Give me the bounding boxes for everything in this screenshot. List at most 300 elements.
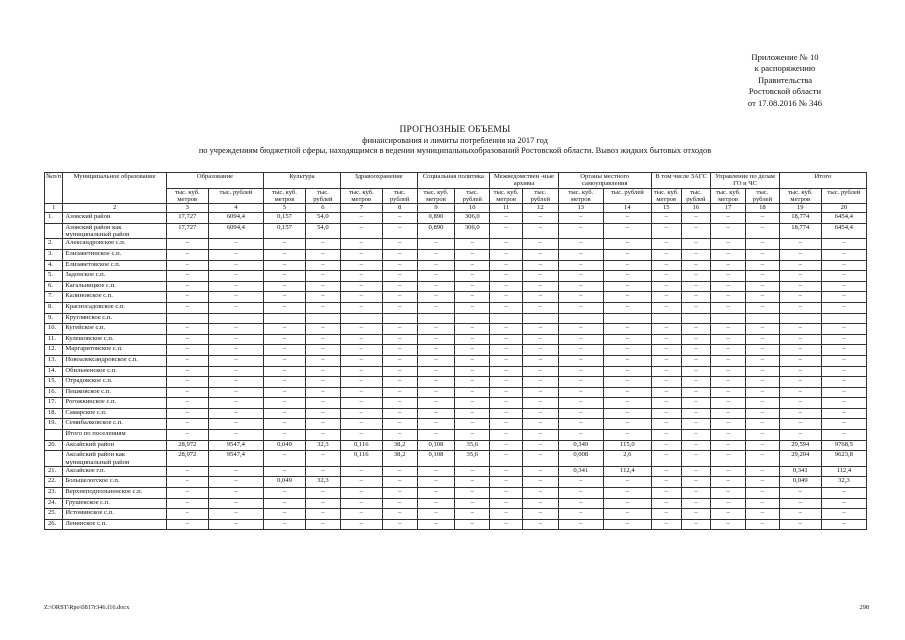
- table-cell: –: [522, 324, 558, 335]
- table-cell: –: [455, 419, 490, 430]
- table-cell: –: [455, 302, 490, 313]
- table-cell: –: [558, 509, 603, 520]
- table-body: [45, 204, 867, 530]
- table-cell: –: [166, 466, 208, 477]
- table-cell: –: [208, 281, 263, 292]
- table-cell: –: [455, 398, 490, 409]
- header-row-groups: [45, 173, 867, 189]
- appendix-line: Правительства: [757, 74, 813, 85]
- table-cell: –: [382, 334, 417, 345]
- row-name: Верхнеподпольненское с.п.: [63, 488, 166, 499]
- row-index: 18.: [45, 408, 63, 419]
- table-cell: –: [382, 377, 417, 388]
- table-cell: –: [208, 398, 263, 409]
- table-cell: –: [711, 440, 746, 451]
- row-index: 26.: [45, 519, 63, 530]
- header-unit: тыс. куб. метров: [166, 188, 208, 204]
- column-number: 6: [305, 204, 340, 213]
- table-row: [45, 313, 867, 324]
- table-cell: –: [264, 345, 306, 356]
- table-cell: –: [681, 377, 711, 388]
- row-index: 23.: [45, 488, 63, 499]
- header-unit: тыс. рублей: [821, 188, 866, 204]
- table-cell: –: [711, 249, 746, 260]
- table-cell: –: [208, 324, 263, 335]
- table-cell: –: [558, 366, 603, 377]
- table-cell: [651, 313, 681, 324]
- table-cell: –: [417, 387, 455, 398]
- table-cell: –: [417, 239, 455, 250]
- table-cell: –: [711, 334, 746, 345]
- table-cell: –: [651, 440, 681, 451]
- table-cell: –: [821, 408, 866, 419]
- table-cell: –: [558, 345, 603, 356]
- table-cell: –: [264, 398, 306, 409]
- column-number-row: [45, 204, 867, 213]
- table-row: [45, 249, 867, 260]
- table-cell: –: [417, 477, 455, 488]
- table-cell: –: [166, 271, 208, 282]
- title-line-2: финансирования и лимиты потребления на 2017 год: [362, 136, 548, 145]
- row-index: 8.: [45, 302, 63, 313]
- table-cell: –: [603, 408, 651, 419]
- table-cell: –: [651, 430, 681, 441]
- table-row: [45, 387, 867, 398]
- table-cell: –: [711, 260, 746, 271]
- table-cell: –: [522, 419, 558, 430]
- table-cell: –: [340, 249, 382, 260]
- table-cell: –: [208, 408, 263, 419]
- table-cell: –: [779, 249, 821, 260]
- row-name: Семибалковское с.п.: [63, 419, 166, 430]
- table-cell: –: [681, 440, 711, 451]
- table-cell: –: [340, 498, 382, 509]
- table-cell: 29,594: [779, 440, 821, 451]
- table-cell: –: [455, 509, 490, 520]
- table-cell: –: [711, 377, 746, 388]
- table-cell: –: [522, 281, 558, 292]
- table-cell: –: [522, 260, 558, 271]
- table-cell: –: [340, 377, 382, 388]
- table-cell: –: [681, 466, 711, 477]
- table-cell: –: [651, 488, 681, 499]
- table-cell: –: [305, 281, 340, 292]
- table-cell: –: [711, 213, 746, 224]
- table-cell: [711, 313, 746, 324]
- header-unit: тыс. куб. метров: [558, 188, 603, 204]
- table-cell: –: [340, 213, 382, 224]
- table-cell: –: [382, 271, 417, 282]
- table-cell: –: [264, 498, 306, 509]
- table-cell: –: [340, 477, 382, 488]
- table-cell: –: [166, 281, 208, 292]
- table-cell: [208, 313, 263, 324]
- column-number: 2: [63, 204, 166, 213]
- table-cell: –: [382, 398, 417, 409]
- table-cell: –: [208, 498, 263, 509]
- table-row: [45, 408, 867, 419]
- table-cell: 9623,8: [821, 451, 866, 467]
- table-row: [45, 509, 867, 520]
- table-cell: –: [821, 345, 866, 356]
- table-cell: –: [340, 488, 382, 499]
- table-cell: –: [340, 239, 382, 250]
- row-name: Отрадовское с.п.: [63, 377, 166, 388]
- table-cell: –: [305, 324, 340, 335]
- table-cell: –: [208, 377, 263, 388]
- table-cell: –: [522, 302, 558, 313]
- table-cell: –: [558, 398, 603, 409]
- table-cell: –: [821, 366, 866, 377]
- table-cell: –: [490, 334, 523, 345]
- table-cell: –: [382, 260, 417, 271]
- table-cell: –: [558, 408, 603, 419]
- table-cell: –: [681, 387, 711, 398]
- table-cell: –: [603, 419, 651, 430]
- table-cell: –: [821, 271, 866, 282]
- column-number: 15: [651, 204, 681, 213]
- table-cell: –: [746, 398, 780, 409]
- table-cell: –: [264, 377, 306, 388]
- table-row: [45, 466, 867, 477]
- table-cell: 0,349: [558, 440, 603, 451]
- table-cell: 9547,4: [208, 440, 263, 451]
- table-cell: –: [166, 260, 208, 271]
- table-cell: –: [340, 223, 382, 239]
- table-cell: –: [382, 213, 417, 224]
- table-cell: –: [711, 498, 746, 509]
- row-index: 19.: [45, 419, 63, 430]
- table-cell: –: [340, 260, 382, 271]
- table-cell: –: [681, 488, 711, 499]
- table-cell: –: [603, 377, 651, 388]
- document-title: [40, 125, 870, 156]
- table-cell: –: [651, 451, 681, 467]
- row-name: Маргаритовское с.п.: [63, 345, 166, 356]
- table-cell: –: [490, 366, 523, 377]
- table-cell: –: [382, 519, 417, 530]
- row-name: Итого по поселениям: [63, 430, 166, 441]
- table-cell: –: [417, 271, 455, 282]
- table-cell: –: [166, 345, 208, 356]
- table-cell: –: [305, 345, 340, 356]
- row-index: [45, 223, 63, 239]
- table-row: [45, 281, 867, 292]
- table-cell: –: [382, 430, 417, 441]
- table-row: [45, 377, 867, 388]
- row-index: 15.: [45, 377, 63, 388]
- table-cell: –: [340, 408, 382, 419]
- table-cell: –: [166, 334, 208, 345]
- column-number: 1: [45, 204, 63, 213]
- table-cell: –: [746, 419, 780, 430]
- table-cell: –: [208, 430, 263, 441]
- table-cell: –: [340, 292, 382, 303]
- table-cell: –: [490, 498, 523, 509]
- table-cell: –: [305, 271, 340, 282]
- table-cell: –: [208, 419, 263, 430]
- table-cell: –: [417, 519, 455, 530]
- table-cell: –: [305, 408, 340, 419]
- table-cell: –: [264, 334, 306, 345]
- table-cell: –: [490, 223, 523, 239]
- table-cell: –: [166, 509, 208, 520]
- table-cell: –: [779, 498, 821, 509]
- table-cell: –: [522, 498, 558, 509]
- table-cell: –: [264, 249, 306, 260]
- table-row: [45, 271, 867, 282]
- table-cell: –: [417, 430, 455, 441]
- column-number: 12: [522, 204, 558, 213]
- table-cell: –: [746, 451, 780, 467]
- table-cell: –: [711, 355, 746, 366]
- table-cell: –: [558, 498, 603, 509]
- table-cell: –: [651, 355, 681, 366]
- table-cell: –: [558, 430, 603, 441]
- row-index: 16.: [45, 387, 63, 398]
- table-cell: –: [490, 249, 523, 260]
- table-cell: –: [558, 324, 603, 335]
- table-cell: –: [603, 488, 651, 499]
- table-cell: –: [558, 292, 603, 303]
- table-cell: –: [264, 466, 306, 477]
- table-cell: –: [522, 451, 558, 467]
- table-cell: –: [340, 334, 382, 345]
- table-cell: 54,0: [305, 223, 340, 239]
- footer-page-number: 298: [859, 604, 869, 611]
- table-cell: [821, 313, 866, 324]
- column-number: 20: [821, 204, 866, 213]
- table-cell: –: [490, 440, 523, 451]
- table-cell: 306,0: [455, 213, 490, 224]
- table-cell: –: [166, 249, 208, 260]
- column-number: 10: [455, 204, 490, 213]
- table-cell: –: [746, 430, 780, 441]
- table-cell: –: [779, 430, 821, 441]
- table-cell: –: [522, 213, 558, 224]
- table-cell: –: [382, 292, 417, 303]
- table-cell: –: [490, 239, 523, 250]
- table-cell: –: [382, 249, 417, 260]
- table-cell: –: [779, 488, 821, 499]
- table-cell: [558, 313, 603, 324]
- table-cell: –: [455, 292, 490, 303]
- table-cell: –: [746, 324, 780, 335]
- table-cell: –: [522, 377, 558, 388]
- table-cell: –: [382, 498, 417, 509]
- table-cell: –: [305, 387, 340, 398]
- table-cell: –: [522, 223, 558, 239]
- row-index: [45, 451, 63, 467]
- row-name: Грушевское с.п.: [63, 498, 166, 509]
- table-row: [45, 398, 867, 409]
- header-group: Культура: [264, 173, 341, 189]
- table-cell: –: [651, 249, 681, 260]
- table-cell: –: [681, 223, 711, 239]
- table-cell: –: [490, 430, 523, 441]
- table-cell: –: [264, 324, 306, 335]
- table-cell: –: [264, 271, 306, 282]
- table-cell: –: [455, 355, 490, 366]
- row-index: 10.: [45, 324, 63, 335]
- row-name: Новоалександровское с.п.: [63, 355, 166, 366]
- table-cell: –: [490, 355, 523, 366]
- table-cell: –: [305, 377, 340, 388]
- table-cell: –: [746, 249, 780, 260]
- row-index: 13.: [45, 355, 63, 366]
- table-cell: –: [746, 345, 780, 356]
- table-row: [45, 488, 867, 499]
- table-cell: –: [490, 387, 523, 398]
- table-cell: –: [821, 260, 866, 271]
- header-municipal: Муниципальное образование: [63, 173, 166, 204]
- row-index: 25.: [45, 509, 63, 520]
- row-name: Истоминское с.п.: [63, 509, 166, 520]
- row-index: 24.: [45, 498, 63, 509]
- table-cell: –: [417, 292, 455, 303]
- table-cell: –: [490, 408, 523, 419]
- table-cell: –: [711, 271, 746, 282]
- table-cell: –: [305, 249, 340, 260]
- table-cell: –: [455, 387, 490, 398]
- table-cell: –: [455, 345, 490, 356]
- table-cell: –: [340, 345, 382, 356]
- table-row: [45, 324, 867, 335]
- table-row: [45, 440, 867, 451]
- table-cell: –: [711, 345, 746, 356]
- table-cell: –: [821, 281, 866, 292]
- table-cell: –: [166, 292, 208, 303]
- table-cell: –: [417, 509, 455, 520]
- table-cell: –: [522, 292, 558, 303]
- table-cell: –: [603, 430, 651, 441]
- row-index: 20.: [45, 440, 63, 451]
- table-cell: –: [264, 519, 306, 530]
- table-cell: –: [558, 419, 603, 430]
- table-cell: –: [746, 509, 780, 520]
- table-cell: –: [417, 419, 455, 430]
- table-cell: –: [522, 477, 558, 488]
- table-cell: –: [779, 355, 821, 366]
- table-cell: –: [681, 292, 711, 303]
- table-cell: –: [603, 334, 651, 345]
- table-cell: –: [603, 213, 651, 224]
- table-cell: [382, 313, 417, 324]
- table-cell: –: [264, 451, 306, 467]
- table-cell: –: [651, 271, 681, 282]
- row-index: 21.: [45, 466, 63, 477]
- table-cell: –: [166, 419, 208, 430]
- table-row: [45, 345, 867, 356]
- table-cell: –: [651, 498, 681, 509]
- row-name: Самарское с.п.: [63, 408, 166, 419]
- row-name: Пешковское с.п.: [63, 387, 166, 398]
- appendix-line: от 17.08.2016 № 346: [747, 97, 823, 108]
- table-cell: –: [522, 366, 558, 377]
- table-cell: –: [417, 281, 455, 292]
- table-cell: –: [821, 377, 866, 388]
- table-cell: –: [166, 387, 208, 398]
- table-cell: –: [711, 477, 746, 488]
- table-cell: –: [490, 466, 523, 477]
- table-cell: –: [603, 387, 651, 398]
- table-cell: –: [455, 488, 490, 499]
- row-name: Елизаветовское с.п.: [63, 260, 166, 271]
- table-cell: –: [821, 509, 866, 520]
- table-cell: –: [711, 466, 746, 477]
- table-cell: –: [382, 488, 417, 499]
- table-cell: –: [417, 334, 455, 345]
- table-cell: –: [651, 477, 681, 488]
- table-cell: –: [746, 440, 780, 451]
- table-cell: –: [455, 377, 490, 388]
- table-cell: 0,341: [779, 466, 821, 477]
- table-cell: –: [711, 509, 746, 520]
- table-row: [45, 292, 867, 303]
- table-cell: –: [603, 292, 651, 303]
- row-name: Кагальницкое с.п.: [63, 281, 166, 292]
- table-cell: –: [603, 239, 651, 250]
- table-cell: –: [779, 509, 821, 520]
- table-cell: –: [490, 281, 523, 292]
- table-cell: 17,727: [166, 223, 208, 239]
- table-cell: 9547,4: [208, 451, 263, 467]
- table-cell: –: [417, 466, 455, 477]
- table-cell: –: [603, 519, 651, 530]
- header-group: Межведомствен -ные архивы: [490, 173, 559, 189]
- table-cell: –: [382, 223, 417, 239]
- limits-table: [44, 172, 867, 530]
- header-unit: тыс. куб. метров: [779, 188, 821, 204]
- table-cell: –: [305, 366, 340, 377]
- table-cell: –: [681, 271, 711, 282]
- table-row: [45, 477, 867, 488]
- table-cell: –: [711, 408, 746, 419]
- table-cell: 306,0: [455, 223, 490, 239]
- table-cell: –: [382, 477, 417, 488]
- table-cell: –: [522, 239, 558, 250]
- table-row: [45, 451, 867, 467]
- table-cell: –: [651, 519, 681, 530]
- table-cell: –: [558, 302, 603, 313]
- table-cell: 6094,4: [208, 213, 263, 224]
- table-cell: –: [746, 213, 780, 224]
- table-cell: –: [340, 466, 382, 477]
- table-cell: –: [417, 366, 455, 377]
- table-cell: –: [264, 355, 306, 366]
- table-cell: 0,157: [264, 223, 306, 239]
- table-cell: –: [651, 324, 681, 335]
- table-cell: –: [746, 239, 780, 250]
- row-index: 12.: [45, 345, 63, 356]
- table-cell: –: [340, 519, 382, 530]
- table-cell: –: [417, 377, 455, 388]
- table-cell: [746, 313, 780, 324]
- table-cell: –: [340, 281, 382, 292]
- table-cell: –: [746, 355, 780, 366]
- table-cell: –: [821, 419, 866, 430]
- table-cell: –: [603, 509, 651, 520]
- row-index: 1.: [45, 213, 63, 224]
- table-cell: –: [558, 213, 603, 224]
- table-cell: –: [746, 387, 780, 398]
- table-cell: –: [455, 466, 490, 477]
- table-cell: 35,6: [455, 451, 490, 467]
- table-cell: –: [382, 466, 417, 477]
- table-cell: –: [681, 239, 711, 250]
- table-cell: –: [208, 239, 263, 250]
- table-cell: –: [382, 345, 417, 356]
